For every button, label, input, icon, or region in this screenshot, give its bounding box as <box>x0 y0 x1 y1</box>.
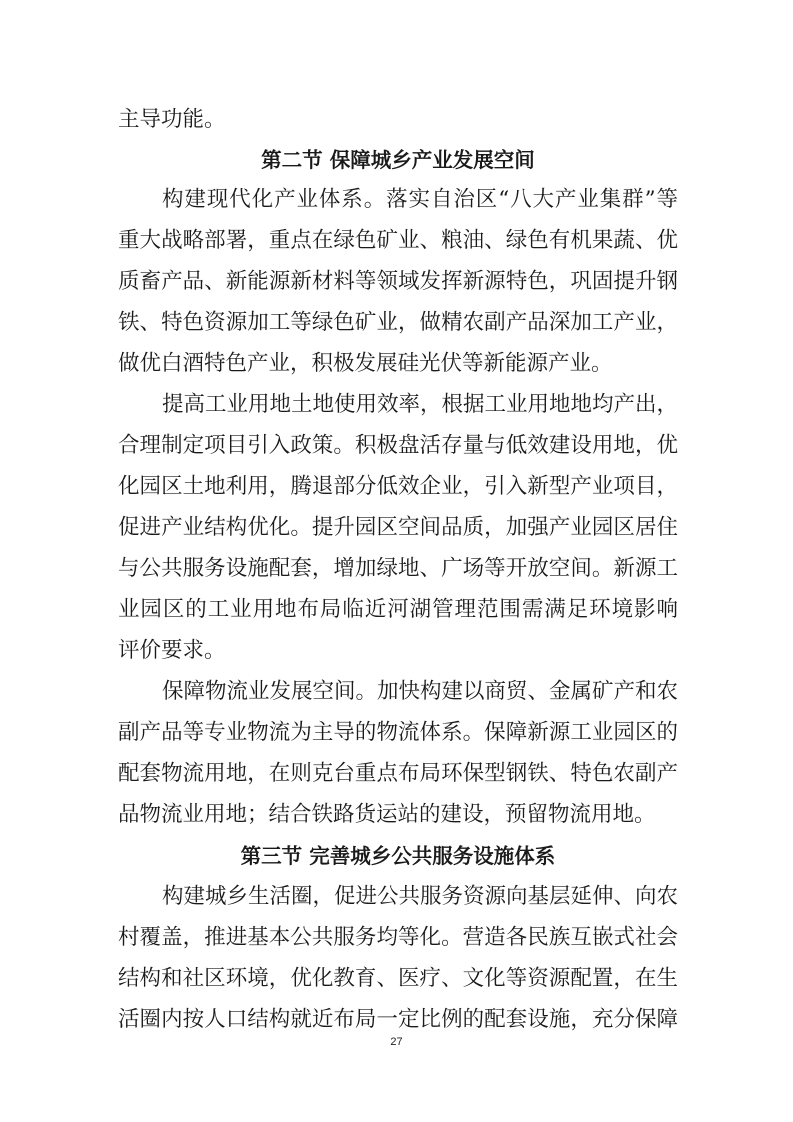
text-line: 主导功能。 <box>118 107 226 132</box>
section-heading-2: 第二节 保障城乡产业发展空间 <box>261 148 535 172</box>
text-line: 重大战略部署，重点在绿色矿业、粮油、绿色有机果蔬、优 <box>118 228 678 253</box>
text-line: 保障物流业发展空间。加快构建以商贸、金属矿产和农 <box>162 679 678 704</box>
text-line: 配套物流用地，在则克台重点布局环保型钢铁、特色农副产 <box>118 761 678 786</box>
text-line: 活圈内按人口结构就近布局一定比例的配套设施，充分保障 <box>118 1007 678 1032</box>
page-number: 27 <box>390 1036 403 1048</box>
text-line: 铁、特色资源加工等绿色矿业，做精农副产品深加工产业， <box>118 310 678 335</box>
text-line: 品物流业用地；结合铁路货运站的建设，预留物流用地。 <box>118 802 656 827</box>
text-line: 构建城乡生活圈，促进公共服务资源向基层延伸、向农 <box>162 884 678 909</box>
text-line: 副产品等专业物流为主导的物流体系。保障新源工业园区的 <box>118 720 678 745</box>
text-line: 结构和社区环境，优化教育、医疗、文化等资源配置，在生 <box>118 966 678 991</box>
text-line: 与公共服务设施配套，增加绿地、广场等开放空间。新源工 <box>118 556 678 581</box>
text-line: 构建现代化产业体系。落实自治区“八大产业集群”等 <box>162 187 678 212</box>
text-line: 村覆盖，推进基本公共服务均等化。营造各民族互嵌式社会 <box>118 925 678 950</box>
text-line: 化园区土地利用，腾退部分低效企业，引入新型产业项目， <box>118 474 678 499</box>
text-line: 业园区的工业用地布局临近河湖管理范围需满足环境影响 <box>118 597 678 622</box>
text-line: 促进产业结构优化。提升园区空间品质，加强产业园区居住 <box>118 515 678 540</box>
text-line: 质畜产品、新能源新材料等领域发挥新源特色，巩固提升钢 <box>118 269 678 294</box>
text-line: 做优白酒特色产业，积极发展硅光伏等新能源产业。 <box>118 351 613 376</box>
text-line: 评价要求。 <box>118 638 226 663</box>
text-line: 提高工业用地土地使用效率，根据工业用地地均产出， <box>162 392 678 417</box>
section-heading-3: 第三节 完善城乡公共服务设施体系 <box>240 844 556 868</box>
text-line: 合理制定项目引入政策。积极盘活存量与低效建设用地，优 <box>118 433 678 458</box>
